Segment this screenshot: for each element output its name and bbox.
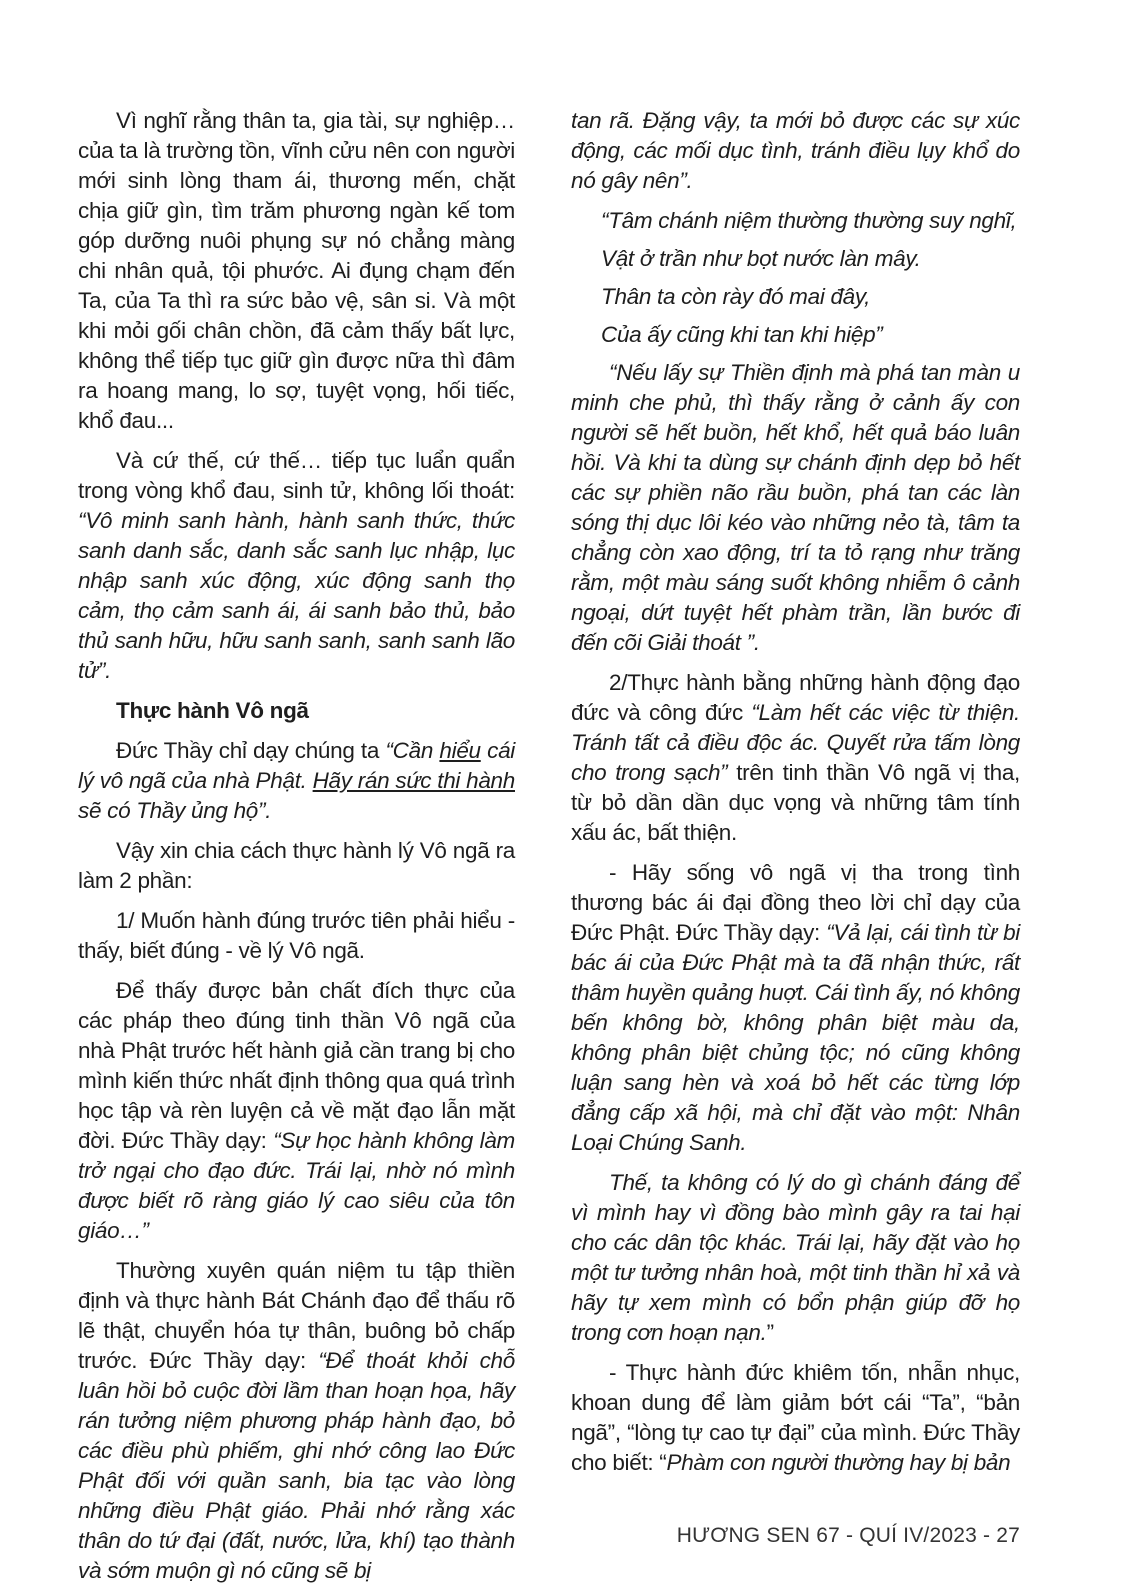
verse-line: Thân ta còn rày đó mai đây, (601, 284, 871, 309)
underlined-quote-text: Hãy rán sức thi hành (312, 768, 515, 793)
quote-text: “Sự học hành không làm trở ngại cho đạo đức. Trái lại, nhờ nó mình được biết rõ ràng giáo lý cao siêu của tôn giáo…” (78, 1128, 515, 1243)
paragraph (78, 736, 515, 826)
paragraph-text: - Thực hành đức khiêm tốn, nhẫn nhục, khoan dung để làm giảm bớt cái “Ta”, “bản ngã”, “lòng tự cao tự đại” của mình. Đức Thầy cho biết: “ (571, 1360, 1020, 1475)
paragraph-text: 2/Thực hành bằng những hành động đạo đức và công đức (571, 670, 1020, 725)
paragraph-text: Thường xuyên quán niệm tu tập thiền định và thực hành Bát Chánh đạo để thấu rõ lẽ thật, chuyển hóa tự thân, buông bỏ chấp trước. Đức Thầy dạy: (78, 1258, 515, 1373)
quote-text: sẽ có Thầy ủng hộ”. (78, 798, 272, 823)
verse-line: Của ấy cũng khi tan khi hiệp” (601, 322, 883, 347)
page-footer: HƯƠNG SEN 67 - QUÍ IV/2023 - 27 (676, 1524, 1020, 1547)
quote-text: “Vô minh sanh hành, hành sanh thức, thức sanh danh sắc, danh sắc sanh lục nhập, lục nhập sanh xúc động, xúc động sanh thọ cảm, thọ cảm sanh ái, ái sanh bảo thủ, bảo thủ sanh hữu, hữu sanh sanh, sanh sanh lão tử”. (78, 508, 515, 683)
paragraph (78, 1256, 515, 1586)
quote-text: “Làm hết các việc từ thiện. Tránh tất cả điều độc ác. Quyết rửa tấm lòng cho trong sạch” (571, 700, 1020, 785)
quote-text: “Để thoát khỏi chỗ luân hồi bỏ cuộc đời lầm than hoạn họa, hãy rán tưởng niệm phương pháp hành đạo, bỏ các điều phù phiếm, ghi nhớ công lao Đức Phật đối với quần sanh, bia tạc vào lòng những điều Phật giáo. Phải nhớ rằng xác thân do tứ đại (đất, nước, lửa, khí) tạo thành và sớm muộn gì nó cũng sẽ bị (78, 1348, 515, 1583)
paragraph-text: Và cứ thế, cứ thế… tiếp tục luẩn quẩn trong vòng khổ đau, sinh tử, không lối thoát: (78, 448, 515, 503)
quote-text: Phàm con người thường hay bị bản (666, 1450, 1011, 1475)
paragraph: Vì nghĩ rằng thân ta, gia tài, sự nghiệp… của ta là trường tồn, vĩnh cửu nên con người mới sinh lòng tham ái, thương mến, chặt chịa giữ gìn, tìm trăm phương ngàn kế tom góp dưỡng nuôi phụng sự nó chẳng màng chi nhân quả, tội phước. Ai đụng chạm đến Ta, của Ta thì ra sức bảo vệ, sân si. Và một khi mỏi gối chân chồn, đã cảm thấy bất lực, không thể tiếp tục giữ gìn được nữa thì đâm ra hoang mang, lo sợ, tuyệt vọng, hối tiếc, khổ đau... (78, 108, 515, 433)
underlined-quote-text: hiểu (439, 738, 481, 763)
verse-line: Vật ở trần như bọt nước làn mây. (601, 246, 921, 271)
paragraph-text: - Hãy sống vô ngã vị tha trong tình thương bác ái đại đồng theo lời chỉ dạy của Đức Phật. Đức Thầy dạy: (571, 860, 1020, 945)
quote-text: Thế, ta không có lý do gì chánh đáng để vì mình hay vì đồng bào mình gây ra tai hại cho các dân tộc khác. Trái lại, hãy đặt vào họ một tư tưởng nhân hoà, một tinh thần hỉ xả và hãy tự xem mình có bổn phận giúp đỡ họ trong cơn hoạn nạn. (571, 1170, 1020, 1345)
verse-line: “Tâm chánh niệm thường thường suy nghĩ, (601, 208, 1017, 233)
paragraph (78, 976, 515, 1246)
paragraph-text: ” (766, 1320, 774, 1345)
quote-text: “Vả lại, cái tình từ bi bác ái của Đức Phật mà ta đã nhận thức, rất thâm huyền quảng huợt. Cái tình ấy, nó không bến không bờ, không phân biệt màu da, không phân biệt chủng tộc; nó cũng không luận sang hèn và xoá bỏ hết các từng lớp đẳng cấp xã hội, mà chỉ đặt vào một: Nhân Loại Chúng Sanh. (571, 920, 1020, 1155)
quote-text: “Cần (385, 738, 440, 763)
left-column (78, 106, 515, 1596)
paragraph (78, 446, 515, 686)
paragraph (571, 1358, 1020, 1478)
quote-text: cái lý vô ngã của nhà Phật. (78, 738, 515, 793)
paragraph-text: Đức Thầy chỉ dạy chúng ta (116, 738, 386, 763)
paragraph: 1/ Muốn hành đúng trước tiên phải hiểu - thấy, biết đúng - về lý Vô ngã. (78, 908, 515, 963)
paragraph: Vậy xin chia cách thực hành lý Vô ngã ra làm 2 phần: (78, 838, 515, 893)
paragraph (571, 668, 1020, 848)
paragraph-text: trên tinh thần Vô ngã vị tha, từ bỏ dần dần dục vọng và những tâm tính xấu ác, bất thiện. (571, 760, 1020, 845)
paragraph (571, 1168, 1020, 1348)
paragraph-text: Để thấy được bản chất đích thực của các pháp theo đúng tinh thần Vô ngã của nhà Phật trước hết hành giả cần trang bị cho mình kiến thức nhất định thông qua quá trình học tập và rèn luyện cả về mặt đạo lẫn mặt đời. Đức Thầy dạy: (78, 978, 515, 1153)
paragraph (571, 858, 1020, 1158)
right-column (571, 106, 1020, 1488)
paragraph: tan rã. Đặng vậy, ta mới bỏ được các sự xúc động, các mối dục tình, tránh điều lụy khổ do nó gây nên”. (571, 108, 1020, 193)
section-heading: Thực hành Vô ngã (116, 698, 309, 723)
paragraph: “Nếu lấy sự Thiền định mà phá tan màn u minh che phủ, thì thấy rằng ở cảnh ấy con người sẽ hết buồn, hết khổ, hết quả báo luân hồi. Và khi ta dùng sự chánh định dẹp bỏ hết các sự phiền não rầu buồn, phá tan các làn sóng thị dục lôi kéo vào những nẻo tà, tâm ta chẳng còn xao động, trí ta tỏ rạng như trăng rằm, một màu sáng suốt không nhiễm ô cảnh ngoại, dứt tuyệt hết phàm trần, lần bước đi đến cõi Giải thoát ”. (571, 360, 1020, 655)
